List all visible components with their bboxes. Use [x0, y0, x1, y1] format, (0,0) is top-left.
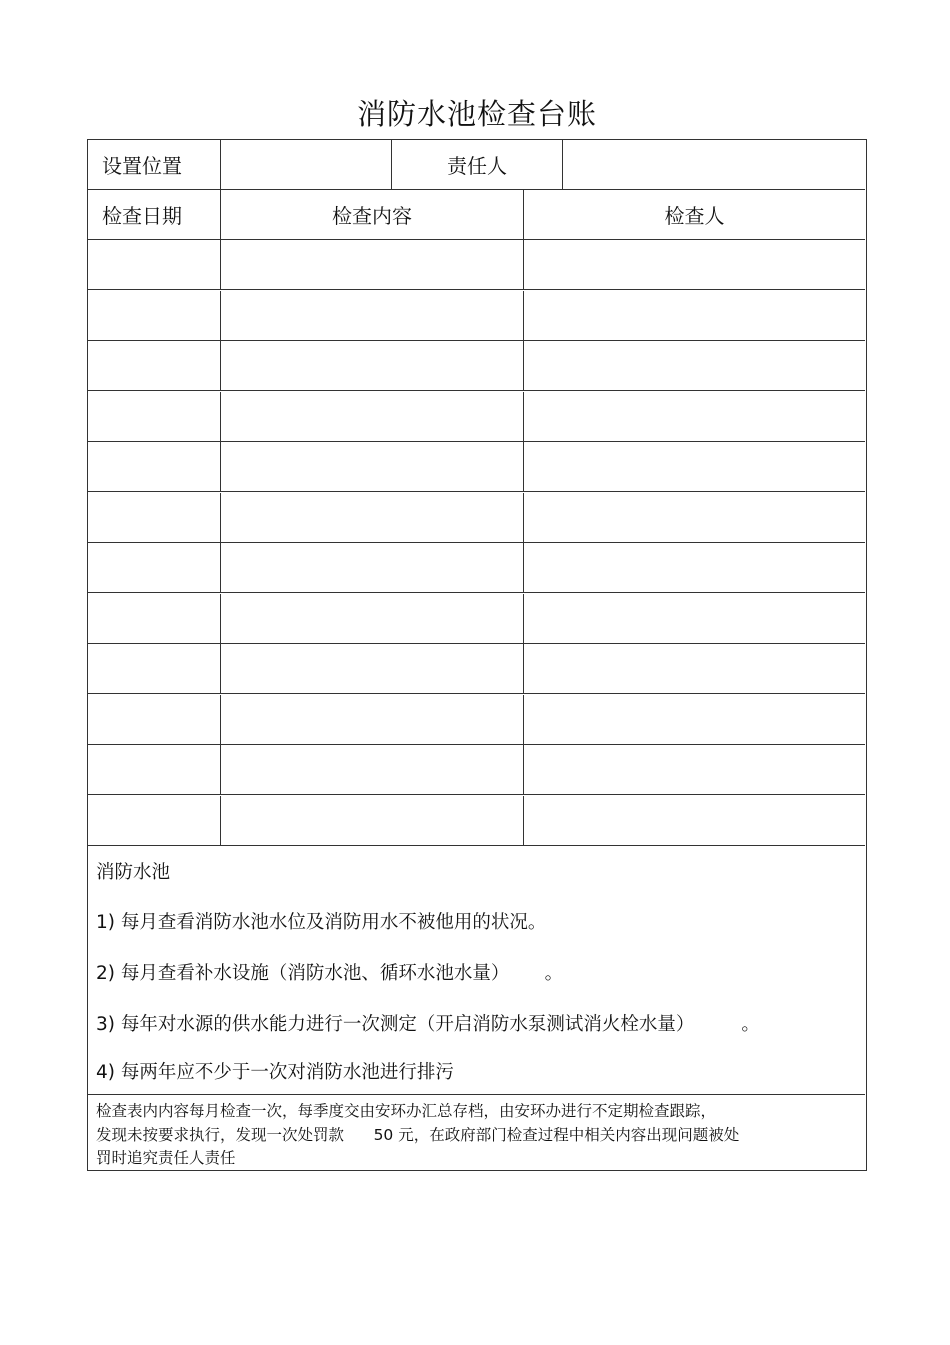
date-cell[interactable] [88, 796, 220, 845]
table-row [88, 341, 865, 391]
date-cell[interactable] [88, 291, 220, 340]
inspector-cell[interactable] [524, 745, 865, 794]
date-cell[interactable] [88, 493, 220, 542]
responsible-field[interactable] [563, 140, 865, 189]
footer-line: 发现未按要求执行，发现一次处罚款 50 元，在政府部门检查过程中相关内容出现问题被处 [96, 1125, 740, 1144]
content-cell[interactable] [221, 796, 523, 845]
content-cell[interactable] [221, 695, 523, 744]
content-cell[interactable] [221, 543, 523, 592]
inspection-sheet [87, 139, 867, 1171]
content-cell[interactable] [221, 240, 523, 289]
responsible-label: 责任人 [447, 154, 507, 178]
column-header-inspector: 检查人 [664, 204, 725, 228]
content-cell[interactable] [221, 341, 523, 390]
inspector-cell[interactable] [524, 695, 865, 744]
content-cell[interactable] [221, 442, 523, 491]
date-cell[interactable] [88, 240, 220, 289]
table-row [88, 291, 865, 341]
inspector-cell[interactable] [524, 392, 865, 441]
date-cell[interactable] [88, 745, 220, 794]
content-cell[interactable] [221, 493, 523, 542]
date-cell[interactable] [88, 644, 220, 693]
content-cell[interactable] [221, 392, 523, 441]
note-item: 3) 每年对水源的供水能力进行一次测定（开启消防水泵测试消火栓水量） 。 [96, 1014, 760, 1035]
date-cell[interactable] [88, 695, 220, 744]
location-label: 设置位置 [102, 154, 182, 178]
note-item: 4) 每两年应不少于一次对消防水池进行排污 [96, 1062, 454, 1083]
inspector-cell[interactable] [524, 341, 865, 390]
table-row [88, 695, 865, 745]
footer-line: 罚时追究责任人责任 [96, 1149, 236, 1167]
date-cell[interactable] [88, 341, 220, 390]
footer-remark [96, 1100, 856, 1171]
column-header-content: 检查内容 [332, 204, 412, 228]
inspector-cell[interactable] [524, 796, 865, 845]
inspector-cell[interactable] [524, 594, 865, 643]
inspector-cell[interactable] [524, 240, 865, 289]
date-cell[interactable] [88, 594, 220, 643]
table-row [88, 594, 865, 644]
content-cell[interactable] [221, 644, 523, 693]
content-cell[interactable] [221, 594, 523, 643]
table-row [88, 240, 865, 290]
table-row [88, 644, 865, 694]
content-cell[interactable] [221, 745, 523, 794]
table-row [88, 745, 865, 795]
column-header-row [88, 190, 865, 240]
table-row [88, 543, 865, 593]
notes-section [88, 846, 865, 1095]
date-cell[interactable] [88, 392, 220, 441]
column-header-date: 检查日期 [102, 204, 182, 228]
header-row [88, 140, 865, 190]
table-row [88, 442, 865, 492]
location-field[interactable] [221, 140, 391, 189]
table-row [88, 796, 865, 846]
date-cell[interactable] [88, 543, 220, 592]
inspector-cell[interactable] [524, 644, 865, 693]
date-cell[interactable] [88, 442, 220, 491]
notes-heading: 消防水池 [96, 862, 171, 883]
inspector-cell[interactable] [524, 291, 865, 340]
note-item: 1) 每月查看消防水池水位及消防用水不被他用的状况。 [96, 912, 547, 933]
inspector-cell[interactable] [524, 442, 865, 491]
page-title: 消防水池检查台账 [356, 97, 597, 131]
footer-line: 检查表内内容每月检查一次，每季度交由安环办汇总存档，由安环办进行不定期检查跟踪， [96, 1102, 717, 1120]
content-cell[interactable] [221, 291, 523, 340]
table-row [88, 493, 865, 543]
inspector-cell[interactable] [524, 493, 865, 542]
table-row [88, 392, 865, 442]
note-item: 2) 每月查看补水设施（消防水池、循环水池水量） 。 [96, 963, 564, 984]
inspector-cell[interactable] [524, 543, 865, 592]
